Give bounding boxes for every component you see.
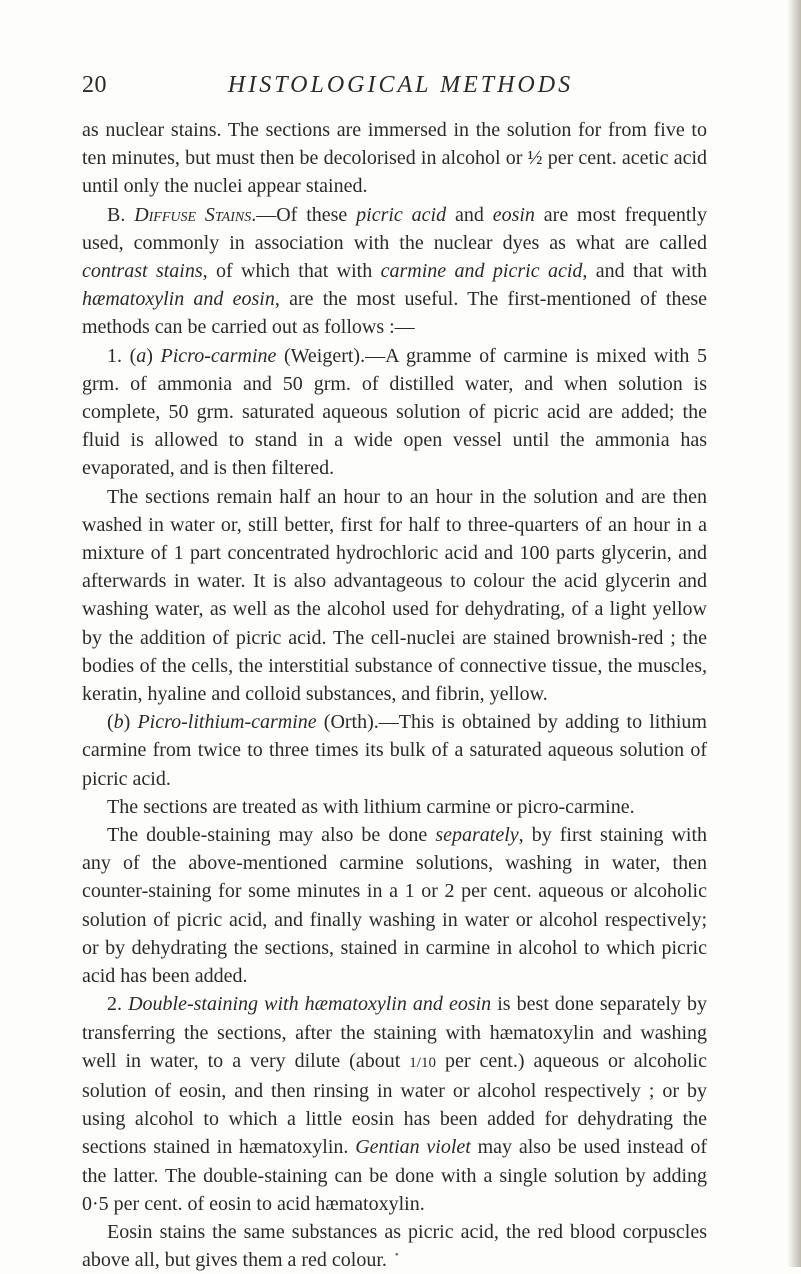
heading-haematoxylin-eosin: Double-staining with hæmatoxylin and eosin	[128, 993, 492, 1016]
paragraph-picro-lithium-carmine: (b) Picro-lithium-carmine (Orth).—This is obtained by adding to lithium carmine from twice to three times its bulk of a saturated aqueous solution of picric acid.	[82, 711, 707, 790]
running-head: HISTOLOGICAL METHODS	[227, 72, 574, 98]
paragraph-haematoxylin-eosin: 2. Double-staining with hæmatoxylin and eosin is best done separately by transferring the sections, after the staining with hæmatoxylin and washing well in water, to a very dilute (about 1/10 per cent.) aqueous or alcoholic solution of eosin, and then rinsing in water or alcohol respectively ; or by using alcohol to which a little eosin has been added for dehydrating the sections stained in hæmatoxylin. Gentian violet may also be used instead of the latter. The double-staining can be done with a single solution by adding 0·5 per cent. of eosin to acid hæmatoxylin.	[82, 993, 708, 1215]
heading-picro-carmine: Picro-carmine	[160, 344, 277, 367]
paragraph-eosin-stains: Eosin stains the same substances as picric acid, the red blood corpuscles above all, but gives them a red colour.	[82, 1220, 707, 1272]
paragraph-picro-carmine: 1. (a) Picro-carmine (Weigert).—A gramme of carmine is mixed with 5 grm. of ammonia and 50 grm. of distilled water, and when solution is complete, 50 grm. saturated aqueous solution of picric acid are added; the fluid is allowed to stand in a wide open vessel until the ammonia has evaporated, and is then filtered.	[82, 344, 707, 480]
section-heading-diffuse-stains: Diffuse Stains	[134, 203, 252, 226]
page-number: 20	[82, 72, 107, 98]
fraction-one-tenth: 1/10	[409, 1054, 436, 1071]
paragraph-sections-remain: The sections remain half an hour to an hour in the solution and are then washed in water or, still better, first for half to three-quarters of an hour in a mixture of 1 part concentrated hydrochloric acid and 100 parts glycerin, and afterwards in water. It is also advantageous to colour the acid glycerin and washing water, as well as the alcohol used for dehydrating, of a light yellow by the addition of picric acid. The cell-nuclei are stained brownish-red ; the bodies of the cells, the interstitial substance of connective tissue, the muscles, keratin, hyaline and colloid substances, and fibrin, yellow.	[82, 485, 707, 706]
page-edge-shadow	[787, 0, 801, 1267]
paragraph-diffuse-stains: B. Diffuse Stains.—Of these picric acid and eosin are most frequently used, commonly in association with the nuclear dyes as what are called contrast stains, of which that with carmine and picric acid, and that with hæmatoxylin and eosin, are the most useful. The first-mentioned of these methods can be carried out as follows :—	[82, 203, 707, 339]
printer-mark: •	[395, 1250, 399, 1261]
paragraph-double-staining-separately: The double-staining may also be done separately, by first staining with any of the above-mentioned carmine solutions, washing in water, then counter-staining for some minutes in a 1 or 2 per cent. aqueous or alcoholic solution of picric acid, and finally washing in water or alcohol respectively; or by dehydrating the sections, stained in carmine in alcohol to which picric acid has been added.	[82, 824, 708, 988]
heading-picro-lithium-carmine: Picro-lithium-carmine	[137, 711, 317, 734]
body-text	[82, 116, 707, 1274]
paragraph-nuclear-stains: as nuclear stains. The sections are immersed in the solution for from five to ten minutes, but must then be decolorised in alcohol or ½ per cent. acetic acid until only the nuclei appear stained.	[82, 119, 707, 198]
paragraph-sections-treated: The sections are treated as with lithium carmine or picro-carmine.	[107, 795, 635, 818]
